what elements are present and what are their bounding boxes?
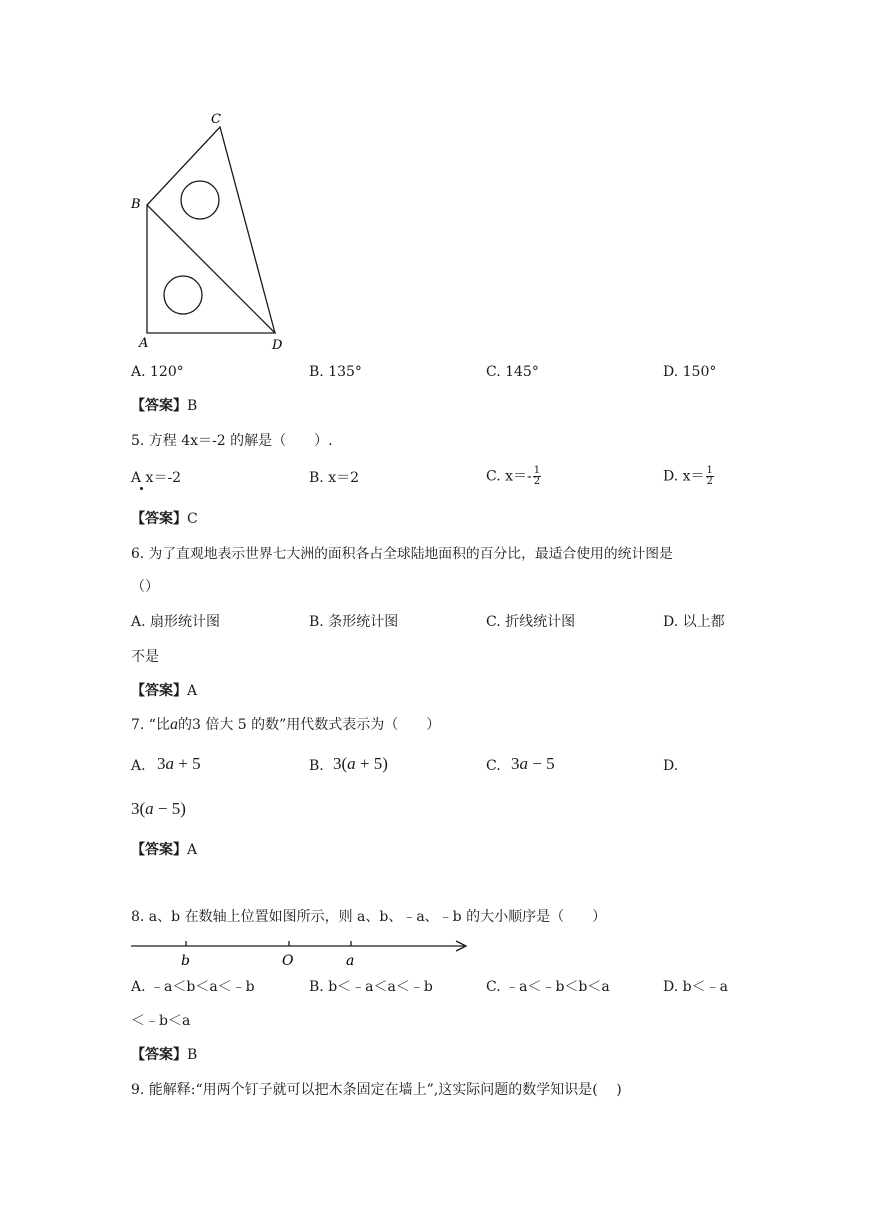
q8-option-b: B. b＜﹣a＜a＜﹣b xyxy=(309,979,433,995)
q8-stem: 8. a、b 在数轴上位置如图所示，则 a、b、﹣a、﹣b 的大小顺序是（ ） xyxy=(131,909,607,925)
q5-option-d-fraction xyxy=(706,466,714,487)
answer-value: A xyxy=(187,683,198,699)
fraction-numerator: 1 xyxy=(706,465,713,476)
q7-stem-prefix: 7. “比 xyxy=(131,717,170,733)
q6-option-a: A. 扇形统计图 xyxy=(131,614,221,630)
q5-option-a-dot xyxy=(140,487,143,490)
q7-option-b-label: B. xyxy=(309,758,324,774)
answer-label: 【答案】 xyxy=(131,398,187,414)
q4-option-a: A. 120° xyxy=(131,364,184,380)
q7-stem xyxy=(131,716,440,734)
q8-option-d-cont: ＜﹣b＜a xyxy=(131,1013,191,1029)
answer-label: 【答案】 xyxy=(131,683,187,699)
q7-answer xyxy=(131,841,197,859)
fraction-denominator: 2 xyxy=(533,476,541,487)
answer-value: C xyxy=(187,511,198,527)
q5-stem: 5. 方程 4x＝-2 的解是（ ）. xyxy=(131,433,333,449)
q6-option-d-cont: 不是 xyxy=(131,649,159,665)
q5-option-b: B. x＝2 xyxy=(309,470,359,486)
answer-value: A xyxy=(187,842,198,858)
label-a: A xyxy=(139,336,149,351)
axis-label-b: b xyxy=(181,953,190,969)
q4-option-b: B. 135° xyxy=(309,364,362,380)
answer-value: B xyxy=(187,1047,198,1063)
q6-option-b: B. 条形统计图 xyxy=(309,614,399,630)
label-d: D xyxy=(272,338,283,353)
q8-option-c: C. ﹣a＜﹣b＜b＜a xyxy=(486,979,610,995)
label-c: C xyxy=(211,112,221,127)
q9-stem: 9. 能解释:“用两个钉子就可以把木条固定在墙上”,这实际问题的数学知识是( ) xyxy=(131,1082,622,1098)
q5-option-a: A x＝-2 xyxy=(131,470,182,486)
fraction-denominator: 2 xyxy=(706,476,713,487)
q4-answer xyxy=(131,397,197,415)
q4-option-c: C. 145° xyxy=(486,364,539,380)
upper-circle xyxy=(181,181,219,219)
q7-option-b-expr: 3(a + 5) xyxy=(333,754,388,773)
q4-option-d: D. 150° xyxy=(663,364,717,380)
axis-label-o: O xyxy=(282,953,294,969)
q5-option-c-prefix: C. x＝- xyxy=(486,468,532,485)
q8-answer xyxy=(131,1046,197,1064)
answer-label: 【答案】 xyxy=(131,842,187,858)
q5-option-c-fraction xyxy=(533,466,541,487)
q7-option-a-expr: 3a + 5 xyxy=(157,754,201,773)
axis-label-a: a xyxy=(346,953,355,969)
q7-stem-var: a xyxy=(169,716,178,733)
answer-label: 【答案】 xyxy=(131,1047,187,1063)
triangle-figure xyxy=(125,105,295,355)
answer-label: 【答案】 xyxy=(131,511,187,527)
q7-option-d-label: D. xyxy=(663,758,679,774)
lower-circle xyxy=(164,276,202,314)
q7-option-c-label: C. xyxy=(486,758,501,774)
q7-option-c-expr: 3a − 5 xyxy=(511,754,555,773)
q5-option-c xyxy=(486,466,541,487)
q5-option-d xyxy=(663,466,714,487)
q6-option-d: D. 以上都 xyxy=(663,614,725,630)
q7-option-a-label: A. xyxy=(131,758,146,774)
q6-stem-line1: 6. 为了直观地表示世界七大洲的面积各占全球陆地面积的百分比，最适合使用的统计图是 xyxy=(131,546,673,562)
fraction-numerator: 1 xyxy=(533,465,541,476)
q7-option-d-expr: 3(a − 5) xyxy=(131,799,186,818)
q7-stem-suffix: 的3 倍大 5 的数”用代数式表示为（ ） xyxy=(177,717,441,733)
q8-option-a: A. ﹣a＜b＜a＜﹣b xyxy=(131,979,255,995)
q6-answer xyxy=(131,682,197,700)
q5-option-d-prefix: D. x＝ xyxy=(663,468,705,485)
q5-answer xyxy=(131,510,198,528)
answer-value: B xyxy=(187,398,198,414)
q6-stem-line2: （） xyxy=(131,579,159,595)
number-line xyxy=(128,936,473,970)
label-b: B xyxy=(131,197,141,212)
q6-option-c: C. 折线统计图 xyxy=(486,614,576,630)
q8-option-d: D. b＜﹣a xyxy=(663,979,728,995)
